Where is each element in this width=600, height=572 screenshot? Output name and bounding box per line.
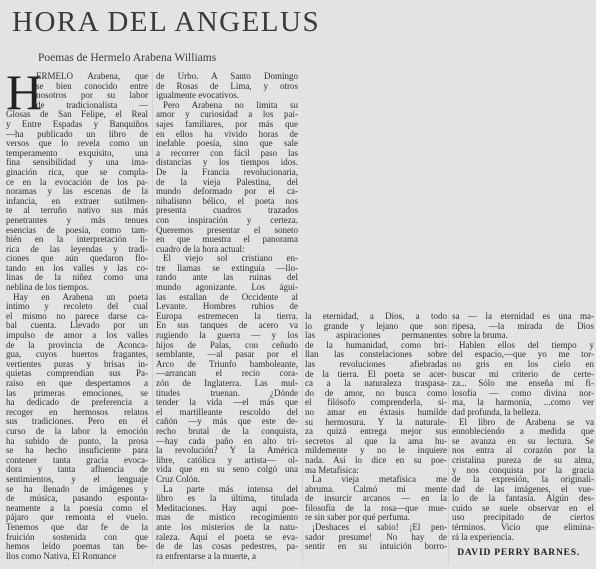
text-line: ciones que aún quedaron flo-	[6, 254, 148, 264]
text-line: sentir en su intuición borro-	[305, 542, 447, 552]
text-line: en ellos ha vivido horas de	[156, 129, 298, 139]
text-line: do de amor, no busca como	[305, 388, 447, 398]
text-line: La parte más intensa del	[163, 484, 298, 494]
text-line: nos entra al corazón por la	[452, 446, 594, 456]
text-line: mildemente y no le inquiere	[305, 446, 447, 456]
text-line: el martilleante rescoldo del	[156, 407, 298, 417]
text-line: llan las constelaciones sobre	[305, 350, 447, 360]
text-line: rica de las leyendas y tradi-	[6, 244, 148, 254]
text-line: rá la experiencia.	[452, 532, 514, 542]
text-line: Cruz Colón.	[156, 474, 200, 484]
text-line: versos que lo revela como un	[6, 139, 148, 149]
text-line: nada. Así lo dice en su poe-	[305, 455, 447, 465]
column-3	[305, 312, 447, 552]
text-line: ¡Deshaces el sabio! ¡El pen-	[312, 523, 447, 533]
text-line: el filósofo comprenderla, si-	[305, 398, 447, 408]
text-line: re sin saber por qué perfuma.	[305, 513, 410, 523]
column-1	[6, 64, 148, 561]
text-line: inefable poesía, sino que sale	[156, 139, 298, 149]
text-line: de música, pasando esponta-	[6, 494, 148, 504]
text-line: neamente a la poesía como el	[6, 503, 148, 513]
text-line: libro es la última, titulada	[156, 494, 298, 504]
text-line: —arrancan el recio cora-	[156, 369, 298, 379]
text-line: secretos al que la ama hu-	[305, 436, 447, 446]
text-line: de la expresión, la originali-	[452, 475, 594, 485]
article-subtitle: Poemas de Hermelo Arabena Williams	[38, 52, 217, 64]
text-line: La vieja metafísica me	[312, 475, 447, 485]
text-line: presenta cuadros trazados	[156, 206, 298, 216]
text-line: la revolución? Y la América	[156, 446, 298, 456]
text-line: rugiendo la guerra — y los	[156, 331, 298, 341]
text-line: tender la vida —el más que	[156, 398, 298, 408]
text-line: ma Metafísica:	[305, 465, 359, 475]
text-line: el mismo no parece darse ca-	[6, 311, 148, 321]
text-line: nosotros por su labor	[36, 91, 148, 101]
text-line: cristalina pureza de su alma,	[452, 455, 594, 465]
text-line: —hay cada paño en alto tri-	[156, 436, 298, 446]
text-line: Queremos presentar el soneto	[156, 225, 298, 235]
text-line: libre, católica y artista— ol-	[156, 455, 298, 465]
text-line: recho brutal de la conquista,	[156, 426, 298, 436]
text-line: quietas comprendían sus Pa-	[6, 369, 148, 379]
text-line: de de las cosas pedestres, pa-	[156, 542, 298, 552]
text-line: gua, cuyos huertos fragantes,	[6, 350, 148, 360]
text-line: esencias de poesía, como tam-	[6, 225, 148, 235]
text-line: linas de la niñez como una	[6, 273, 148, 283]
text-line: sa — la eternidad es una ma-	[452, 312, 594, 321]
text-line: ERMELO Arabena, que	[36, 72, 148, 81]
text-line: raíso en que despertamos a	[6, 379, 148, 388]
text-line: no gris en los cielo en	[452, 359, 594, 369]
text-line: tando en los valles y las co-	[6, 263, 148, 273]
column-divider	[302, 310, 303, 565]
text-line: En sus tanques de acero va	[156, 321, 298, 331]
text-line: bal cuenta. Llevado por un	[6, 321, 148, 331]
text-line: pájaro que remonta el vuelo.	[6, 513, 148, 523]
text-line: cuido se suele observar en el	[452, 503, 594, 513]
text-line: De la Francia revolucionaria,	[156, 167, 298, 177]
text-line: en que muestra el panorama	[156, 235, 298, 245]
text-line: ra enfrentarse a la muerte, a	[156, 551, 256, 561]
text-line: de la vieja Palestina, del	[156, 177, 298, 187]
text-line: filosofía de la rosa—que mue-	[305, 503, 447, 513]
text-line: abruma. Calmó mi mente	[305, 484, 447, 494]
text-line: ante los misterios de la natu-	[156, 522, 298, 532]
text-line: zón de Inglaterra. Las mul-	[156, 379, 298, 388]
text-line: de la provincia de Aconca-	[6, 340, 148, 350]
text-line: a recorrer con fácil paso las	[156, 148, 298, 158]
column-2	[156, 72, 298, 561]
text-line: Hablen ellos del tiempo y	[459, 340, 594, 350]
text-line: sajes familiares, por más que	[156, 119, 298, 129]
text-line: vertientes puras y brisas in-	[6, 359, 148, 369]
text-line: íntimo y recoleto del cual	[6, 302, 148, 312]
text-line: ma, la harmonía, ...como ver	[452, 398, 594, 408]
text-line: Tenemos que dar fe de la	[6, 522, 148, 532]
text-line: ennobleciendo a medida que	[452, 427, 594, 437]
text-line: —ha publicado un libro de	[6, 129, 148, 139]
text-line: Europa estremecen la tierra.	[156, 311, 298, 321]
text-line: recoger en hermosos relatos	[6, 407, 148, 417]
text-line: sentimientos, y el lenguaje	[6, 474, 148, 484]
text-line: no amar en éxtasis humilde	[305, 407, 447, 417]
text-line: ha subido de punto, la prosa	[6, 436, 148, 446]
text-line: penetrantes y más tenues	[6, 215, 148, 225]
text-line: bién en la interpretación lí-	[6, 235, 148, 245]
text-line: lo de la fantasía. Algún des-	[452, 494, 594, 504]
text-line: y nos conquista por la gracia	[452, 465, 594, 475]
text-line: rando ante las ruinas del	[156, 273, 298, 283]
column-divider	[152, 70, 153, 565]
text-line: llos como Nativa, El Romance	[6, 551, 117, 561]
text-line: El viejo sol cristiano en-	[163, 254, 298, 264]
text-line: semblante, —al pasar por el	[156, 350, 298, 360]
text-line: buscar mi criterio de certe-	[452, 369, 594, 379]
text-line: uso precipitado de ciertos	[452, 513, 594, 523]
text-line: noramas y las escenas de la	[6, 187, 148, 197]
text-line: ce en la evocación de los pa-	[6, 177, 148, 187]
text-line: con inspiración y certeza.	[156, 215, 298, 225]
text-line: Arco de Triunfo bamboleante,	[156, 359, 298, 369]
text-line: dora y tanta afluencia de	[6, 465, 148, 475]
text-line: titudes truenan. ¿Dónde	[156, 388, 298, 398]
text-line: mundo deformado por el ca-	[156, 187, 298, 197]
text-line: lo grande y lejano que son	[305, 321, 447, 331]
text-line: ca a la naturaleza traspasa-	[305, 379, 447, 389]
text-line: hemos leído poemas tan be-	[6, 542, 148, 552]
text-line: curso de la labor la emoción	[6, 426, 148, 436]
text-line: tre llamas se extinguía —llo-	[156, 263, 298, 273]
text-line: las primeras emociones, se	[6, 388, 148, 398]
author-signature: DAVID PERRY BARNES.	[457, 548, 580, 558]
text-line: de la humanidad, como bri-	[305, 340, 447, 350]
text-line: impulso de amor a los valles	[6, 331, 148, 341]
article-title: HORA DEL ANGELUS	[12, 6, 321, 38]
text-line: ha dedicado de preferencia a	[6, 398, 148, 408]
text-line: su hermosura. Y la naturale-	[305, 417, 447, 427]
text-line: cuadro de la hora actual:	[156, 244, 245, 254]
text-line: sador presume! No hay de	[305, 532, 447, 542]
text-line: la eternidad, a Dios, a todo	[305, 312, 447, 321]
text-line: hijos de Palas, con ceñudo	[156, 340, 298, 350]
text-line: Hay en Arabena un poeta	[13, 292, 148, 302]
text-line: sobre la bruma.	[452, 331, 508, 341]
text-line: fruición sostenida con que	[6, 532, 148, 542]
text-line: las estallan de Occidente al	[156, 292, 298, 302]
text-line: y Entre Espadas y Banquiños	[6, 119, 148, 129]
text-line: fina sensibilidad y una ima-	[6, 158, 148, 168]
text-line: igualmente evocativos.	[156, 91, 239, 101]
text-line: dad profunda, la belleza.	[452, 407, 541, 417]
text-line: las revoluciones afiebradas	[305, 359, 447, 369]
text-line: del espacio,—que yo me tor-	[452, 350, 594, 360]
text-line: las aspiraciones permanentes	[305, 331, 447, 341]
text-line: se avanza en su lectura. Se	[452, 436, 594, 446]
text-line: cañón —y más que este de-	[156, 417, 298, 427]
text-line: de Urbo. A Santo Domingo	[156, 72, 298, 81]
text-line: sus tradiciones. Pero en el	[6, 417, 148, 427]
text-line: de la tierra. El poeta se acer-	[305, 369, 447, 379]
text-line: infancia, en extraer sutilmen-	[6, 196, 148, 206]
text-line: nibalismo bélico, el poeta nos	[156, 196, 298, 206]
text-line: raleza. Aquí el poeta se eva-	[156, 532, 298, 542]
text-line: distancias y los tiempos idos.	[156, 158, 298, 168]
text-line: Pero Arabena no limita su	[163, 100, 298, 110]
text-line: de insurcir arcanos — en la	[305, 494, 447, 504]
text-line: términos. Vicio que elimina-	[452, 523, 594, 533]
text-line: Meditaciones. Hay aquí poe-	[156, 503, 298, 513]
column-divider	[448, 310, 449, 565]
text-line: te al terruño nativo sus más	[6, 206, 148, 216]
text-line: se bien conocido entre	[36, 81, 148, 91]
text-line: temperamento exquisito, una	[6, 148, 148, 158]
text-line: amor y curiosidad a los pai-	[156, 110, 298, 120]
text-line: vida que en su seno colgó una	[156, 465, 298, 475]
column-4	[452, 312, 594, 542]
text-line: ginación rica, que se compla-	[6, 167, 148, 177]
text-line: contener tanta gracia evoca-	[6, 455, 148, 465]
text-line: za quizá entrega mejor sus	[305, 427, 447, 437]
text-line: za... Sólo me enseña mi fi-	[452, 379, 594, 389]
text-line: Levante. Hombres rubios de	[156, 302, 298, 312]
text-line: se ha hecho insuficiente para	[6, 446, 148, 456]
drop-cap: H	[6, 64, 43, 120]
text-line: dad de las imágenes, el vue-	[452, 484, 594, 494]
text-line: mas de místico recogimiento	[156, 513, 298, 523]
text-line: de Rosas de Lima, y otros	[156, 81, 298, 91]
text-line: neblina de los tiempos.	[6, 283, 89, 293]
text-line: losofía — como divina nor-	[452, 388, 594, 398]
text-line: se ha llenado de imágenes y	[6, 484, 148, 494]
text-line: Glosas de San Felipe, el Real	[6, 110, 148, 120]
text-line: mundo agonizante. Los águi-	[156, 283, 298, 293]
text-line: de tradicionalista —	[36, 100, 148, 110]
text-line: ripesa, —la mirada de Dios	[452, 321, 594, 331]
text-line: El libro de Arabena se va	[459, 417, 594, 427]
